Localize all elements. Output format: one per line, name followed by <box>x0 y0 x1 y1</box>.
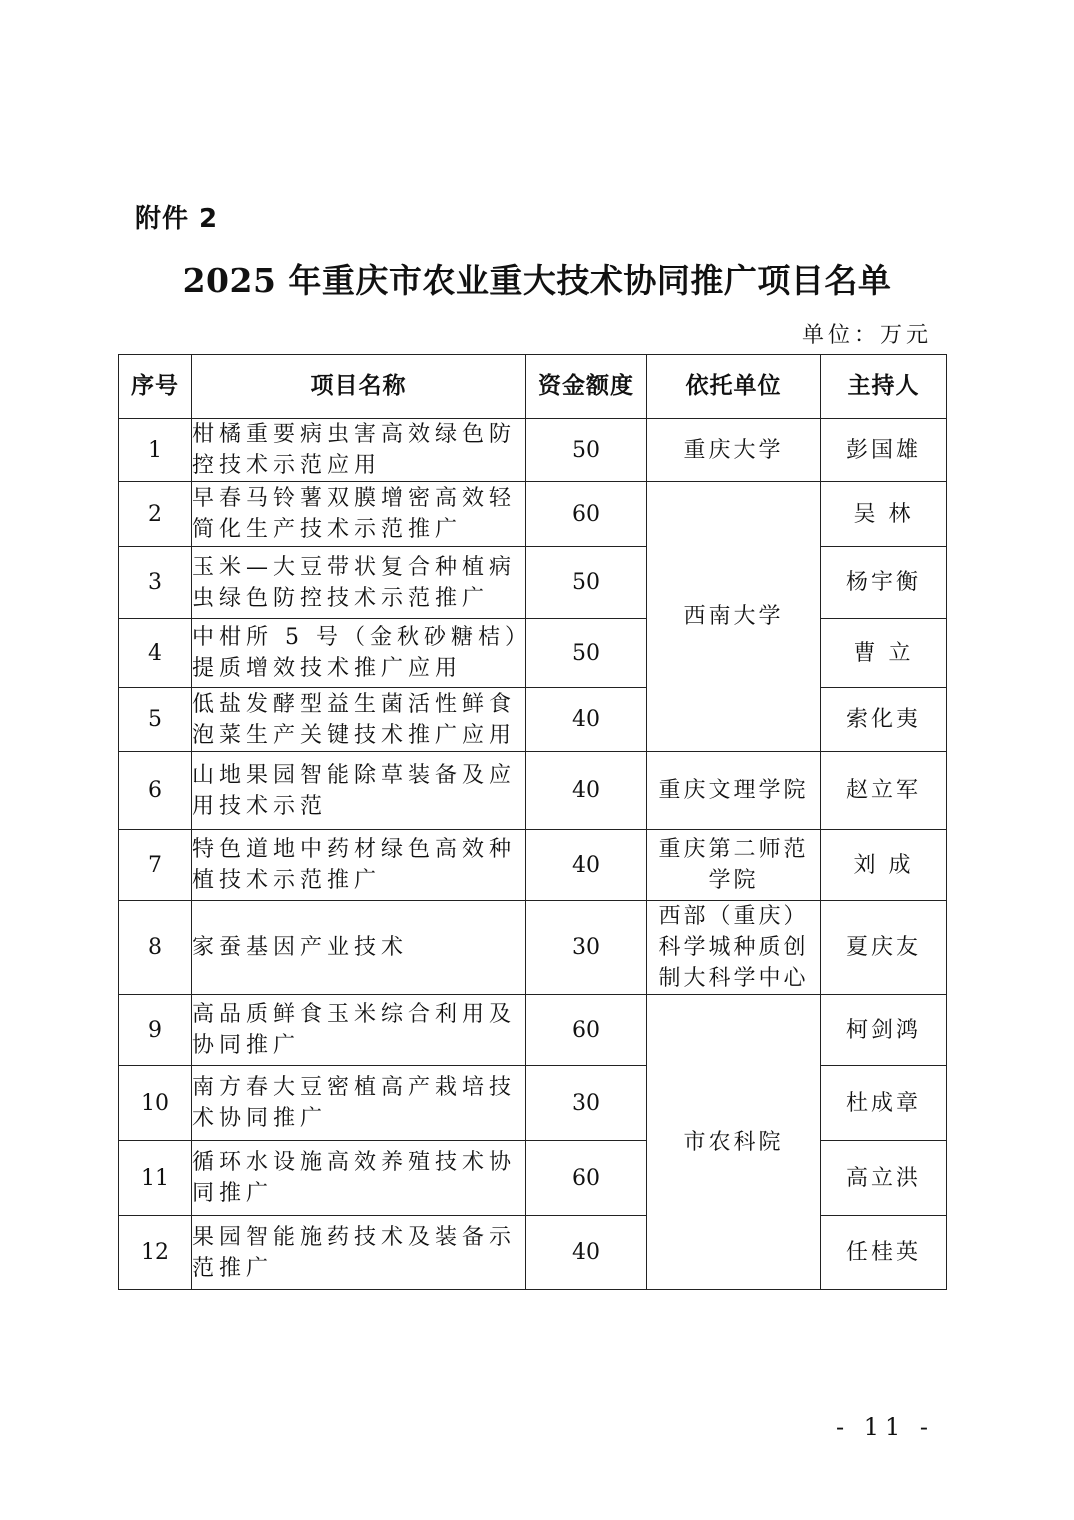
project-name: 低盐发酵型益生菌活性鲜食泡菜生产关键技术推广应用 <box>192 688 526 752</box>
column-header-organization: 依托单位 <box>647 355 821 419</box>
row-index: 11 <box>119 1141 192 1216</box>
project-leader: 吴 林 <box>821 482 947 547</box>
funding-amount: 30 <box>526 901 647 995</box>
row-index: 8 <box>119 901 192 995</box>
project-leader: 任桂英 <box>821 1216 947 1290</box>
project-name: 家蚕基因产业技术 <box>192 901 526 995</box>
table-row <box>119 547 947 619</box>
host-organization: 西部（重庆）科学城种质创制大科学中心 <box>647 901 821 995</box>
project-name: 玉米—大豆带状复合种植病虫绿色防控技术示范推广 <box>192 547 526 619</box>
table-row <box>119 1216 947 1290</box>
project-leader: 曹 立 <box>821 619 947 688</box>
host-organization: 市农科院 <box>647 995 821 1290</box>
host-organization: 重庆第二师范学院 <box>647 830 821 901</box>
host-organization: 西南大学 <box>647 482 821 752</box>
table-row <box>119 688 947 752</box>
row-index: 12 <box>119 1216 192 1290</box>
table-header-row <box>119 355 947 419</box>
project-leader: 彭国雄 <box>821 419 947 482</box>
project-leader: 柯剑鸿 <box>821 995 947 1066</box>
project-name: 早春马铃薯双膜增密高效轻简化生产技术示范推广 <box>192 482 526 547</box>
funding-amount: 50 <box>526 419 647 482</box>
funding-amount: 60 <box>526 995 647 1066</box>
funding-amount: 40 <box>526 830 647 901</box>
attachment-label: 附件 2 <box>135 204 219 234</box>
project-name: 南方春大豆密植高产栽培技术协同推广 <box>192 1066 526 1141</box>
column-header-funding: 资金额度 <box>526 355 647 419</box>
row-index: 4 <box>119 619 192 688</box>
project-leader: 刘 成 <box>821 830 947 901</box>
table-row <box>119 752 947 830</box>
funding-amount: 40 <box>526 688 647 752</box>
table-row <box>119 619 947 688</box>
project-leader: 夏庆友 <box>821 901 947 995</box>
table-row <box>119 482 947 547</box>
host-organization: 重庆文理学院 <box>647 752 821 830</box>
funding-amount: 30 <box>526 1066 647 1141</box>
project-leader: 高立洪 <box>821 1141 947 1216</box>
column-header-leader: 主持人 <box>821 355 947 419</box>
row-index: 3 <box>119 547 192 619</box>
funding-amount: 60 <box>526 482 647 547</box>
project-name: 高品质鲜食玉米综合利用及协同推广 <box>192 995 526 1066</box>
project-name: 特色道地中药材绿色高效种植技术示范推广 <box>192 830 526 901</box>
funding-amount: 40 <box>526 752 647 830</box>
row-index: 6 <box>119 752 192 830</box>
project-name: 山地果园智能除草装备及应用技术示范 <box>192 752 526 830</box>
row-index: 10 <box>119 1066 192 1141</box>
project-leader: 赵立军 <box>821 752 947 830</box>
row-index: 5 <box>119 688 192 752</box>
table-row <box>119 1066 947 1141</box>
unit-note: 单位：万元 <box>801 323 932 348</box>
funding-amount: 40 <box>526 1216 647 1290</box>
project-table <box>118 354 947 1290</box>
project-name: 循环水设施高效养殖技术协同推广 <box>192 1141 526 1216</box>
funding-amount: 50 <box>526 619 647 688</box>
project-name: 中柑所 5 号（金秋砂糖桔）提质增效技术推广应用 <box>192 619 526 688</box>
table-row <box>119 419 947 482</box>
funding-amount: 60 <box>526 1141 647 1216</box>
table-row <box>119 901 947 995</box>
table-row <box>119 995 947 1066</box>
project-name: 柑橘重要病虫害高效绿色防控技术示范应用 <box>192 419 526 482</box>
row-index: 9 <box>119 995 192 1066</box>
host-organization: 重庆大学 <box>647 419 821 482</box>
row-index: 2 <box>119 482 192 547</box>
project-leader: 杜成章 <box>821 1066 947 1141</box>
funding-amount: 50 <box>526 547 647 619</box>
column-header-index: 序号 <box>119 355 192 419</box>
project-leader: 杨宇衡 <box>821 547 947 619</box>
row-index: 1 <box>119 419 192 482</box>
page-number: - 11 - <box>835 1413 934 1441</box>
document-title: 2025 年重庆市农业重大技术协同推广项目名单 <box>182 261 892 300</box>
table-row <box>119 1141 947 1216</box>
project-name: 果园智能施药技术及装备示范推广 <box>192 1216 526 1290</box>
table-row <box>119 830 947 901</box>
row-index: 7 <box>119 830 192 901</box>
project-leader: 索化夷 <box>821 688 947 752</box>
column-header-project-name: 项目名称 <box>192 355 526 419</box>
